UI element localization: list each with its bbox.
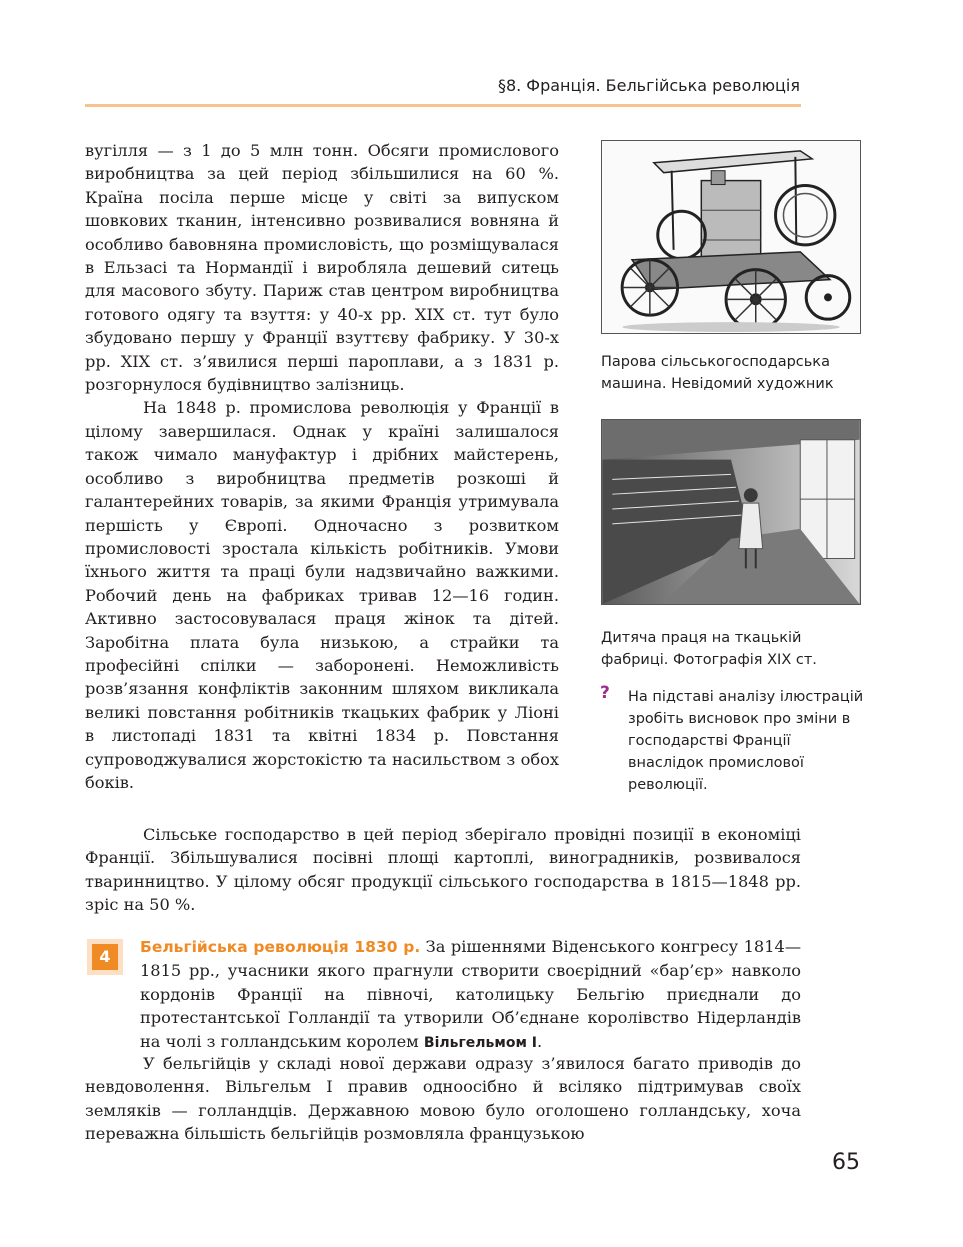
question-text: На підставі аналізу ілюстрацій зробіть висновок про зміни в господарстві Франції внаслідок промислової революції. [628, 689, 864, 793]
steam-machine-illustration [601, 140, 861, 334]
section-4-intro: Бельгійська революція 1830 р. За рішеннями Віденського конгресу 1814—1815 рр., учасники якого прагнули створити своєрідний «бар’єр» навколо кордонів Франції на півночі, католицьку Бельгію приєднали до протестантської Голландії та утворили Об’єднане королівство Нідерландів на чолі з голландським королем Вільгельмом I. [140, 937, 802, 1051]
section-heading: Бельгійська революція 1830 р. [140, 938, 421, 956]
paragraph-1: вугілля — з 1 до 5 млн тонн. Обсяги промислового виробництва за цей період збільшилися на 60 %. Країна посіла перше місце у світі за випуском шовкових тканин, інтенсивно розвивалися вовняна й особливо бавовняна промисловість, що розміщувалася в Ельзасі та Нормандії і виробляла дешевий ситець для масового збуту. Париж став центром виробництва готового одягу та взуття: у 40-х рр. XIX ст. тут було збудовано першу у Франції взуттєву фабрику. У 30-х рр. XIX ст. з’явилися перші пароплави, а з 1831 р. розгорнулося будівництво залізниць. [85, 141, 559, 395]
question-icon: ? [600, 683, 610, 703]
figure-1-caption: Парова сільськогосподарська машина. Невідомий художник [601, 354, 834, 392]
section-number-badge [87, 939, 123, 975]
child-labor-photo [601, 419, 861, 605]
header-rule [85, 104, 801, 107]
king-name: Вільгельмом I [423, 1034, 537, 1051]
belgians-paragraph: У бельгійців у складі нової держави одразу з’явилося багато приводів до невдоволення. Вільгельм I правив одноосібно й всіляко підтримував своїх земляків — голландців. Державною мовою було оголошено голландську, хоча переважна більшість бельгійців розмовляла французькою [85, 1054, 801, 1144]
paragraph-2: На 1848 р. промислова революція у Франції в цілому завершилася. Однак у країні залишалося також чимало мануфактур і дрібних майстерень, особливо з виробництва предметів розкоші й галантерейних товарів, за якими Франція утримувала першість у Європі. Одночасно з розвитком промисловості зростала кількість робітників. Умови їхнього життя та праці були надзвичайно важкими. Робочий день на фабриках тривав 12—16 годин. Активно застосовувалася праця жінок та дітей. Заробітна плата була низькою, а страйки та професійні спілки — заборонені. Неможливість розв’язання конфліктів законним шляхом викликала великі повстання робітників ткацьких фабрик у Ліоні в листопаді 1831 та квітні 1834 р. Повстання супроводжувалися жорстокістю та насильством з обох боків. [85, 398, 559, 792]
section-number: 4 [92, 944, 118, 970]
figure-2-caption: Дитяча праця на ткацькій фабриці. Фотографія XIX ст. [601, 630, 817, 668]
main-column [85, 139, 559, 794]
page-number: 65 [832, 1150, 860, 1175]
agriculture-paragraph: Сільське господарство в цей період зберігало провідні позиції в економіці Франції. Збільшувалися посівні площі картоплі, виноградників, розвивалося тваринництво. У цілому обсяг продукції сільського господарства в 1815—1848 рр. зріс на 50 %. [85, 825, 801, 915]
running-header: §8. Франція. Бельгійська революція [497, 76, 800, 95]
